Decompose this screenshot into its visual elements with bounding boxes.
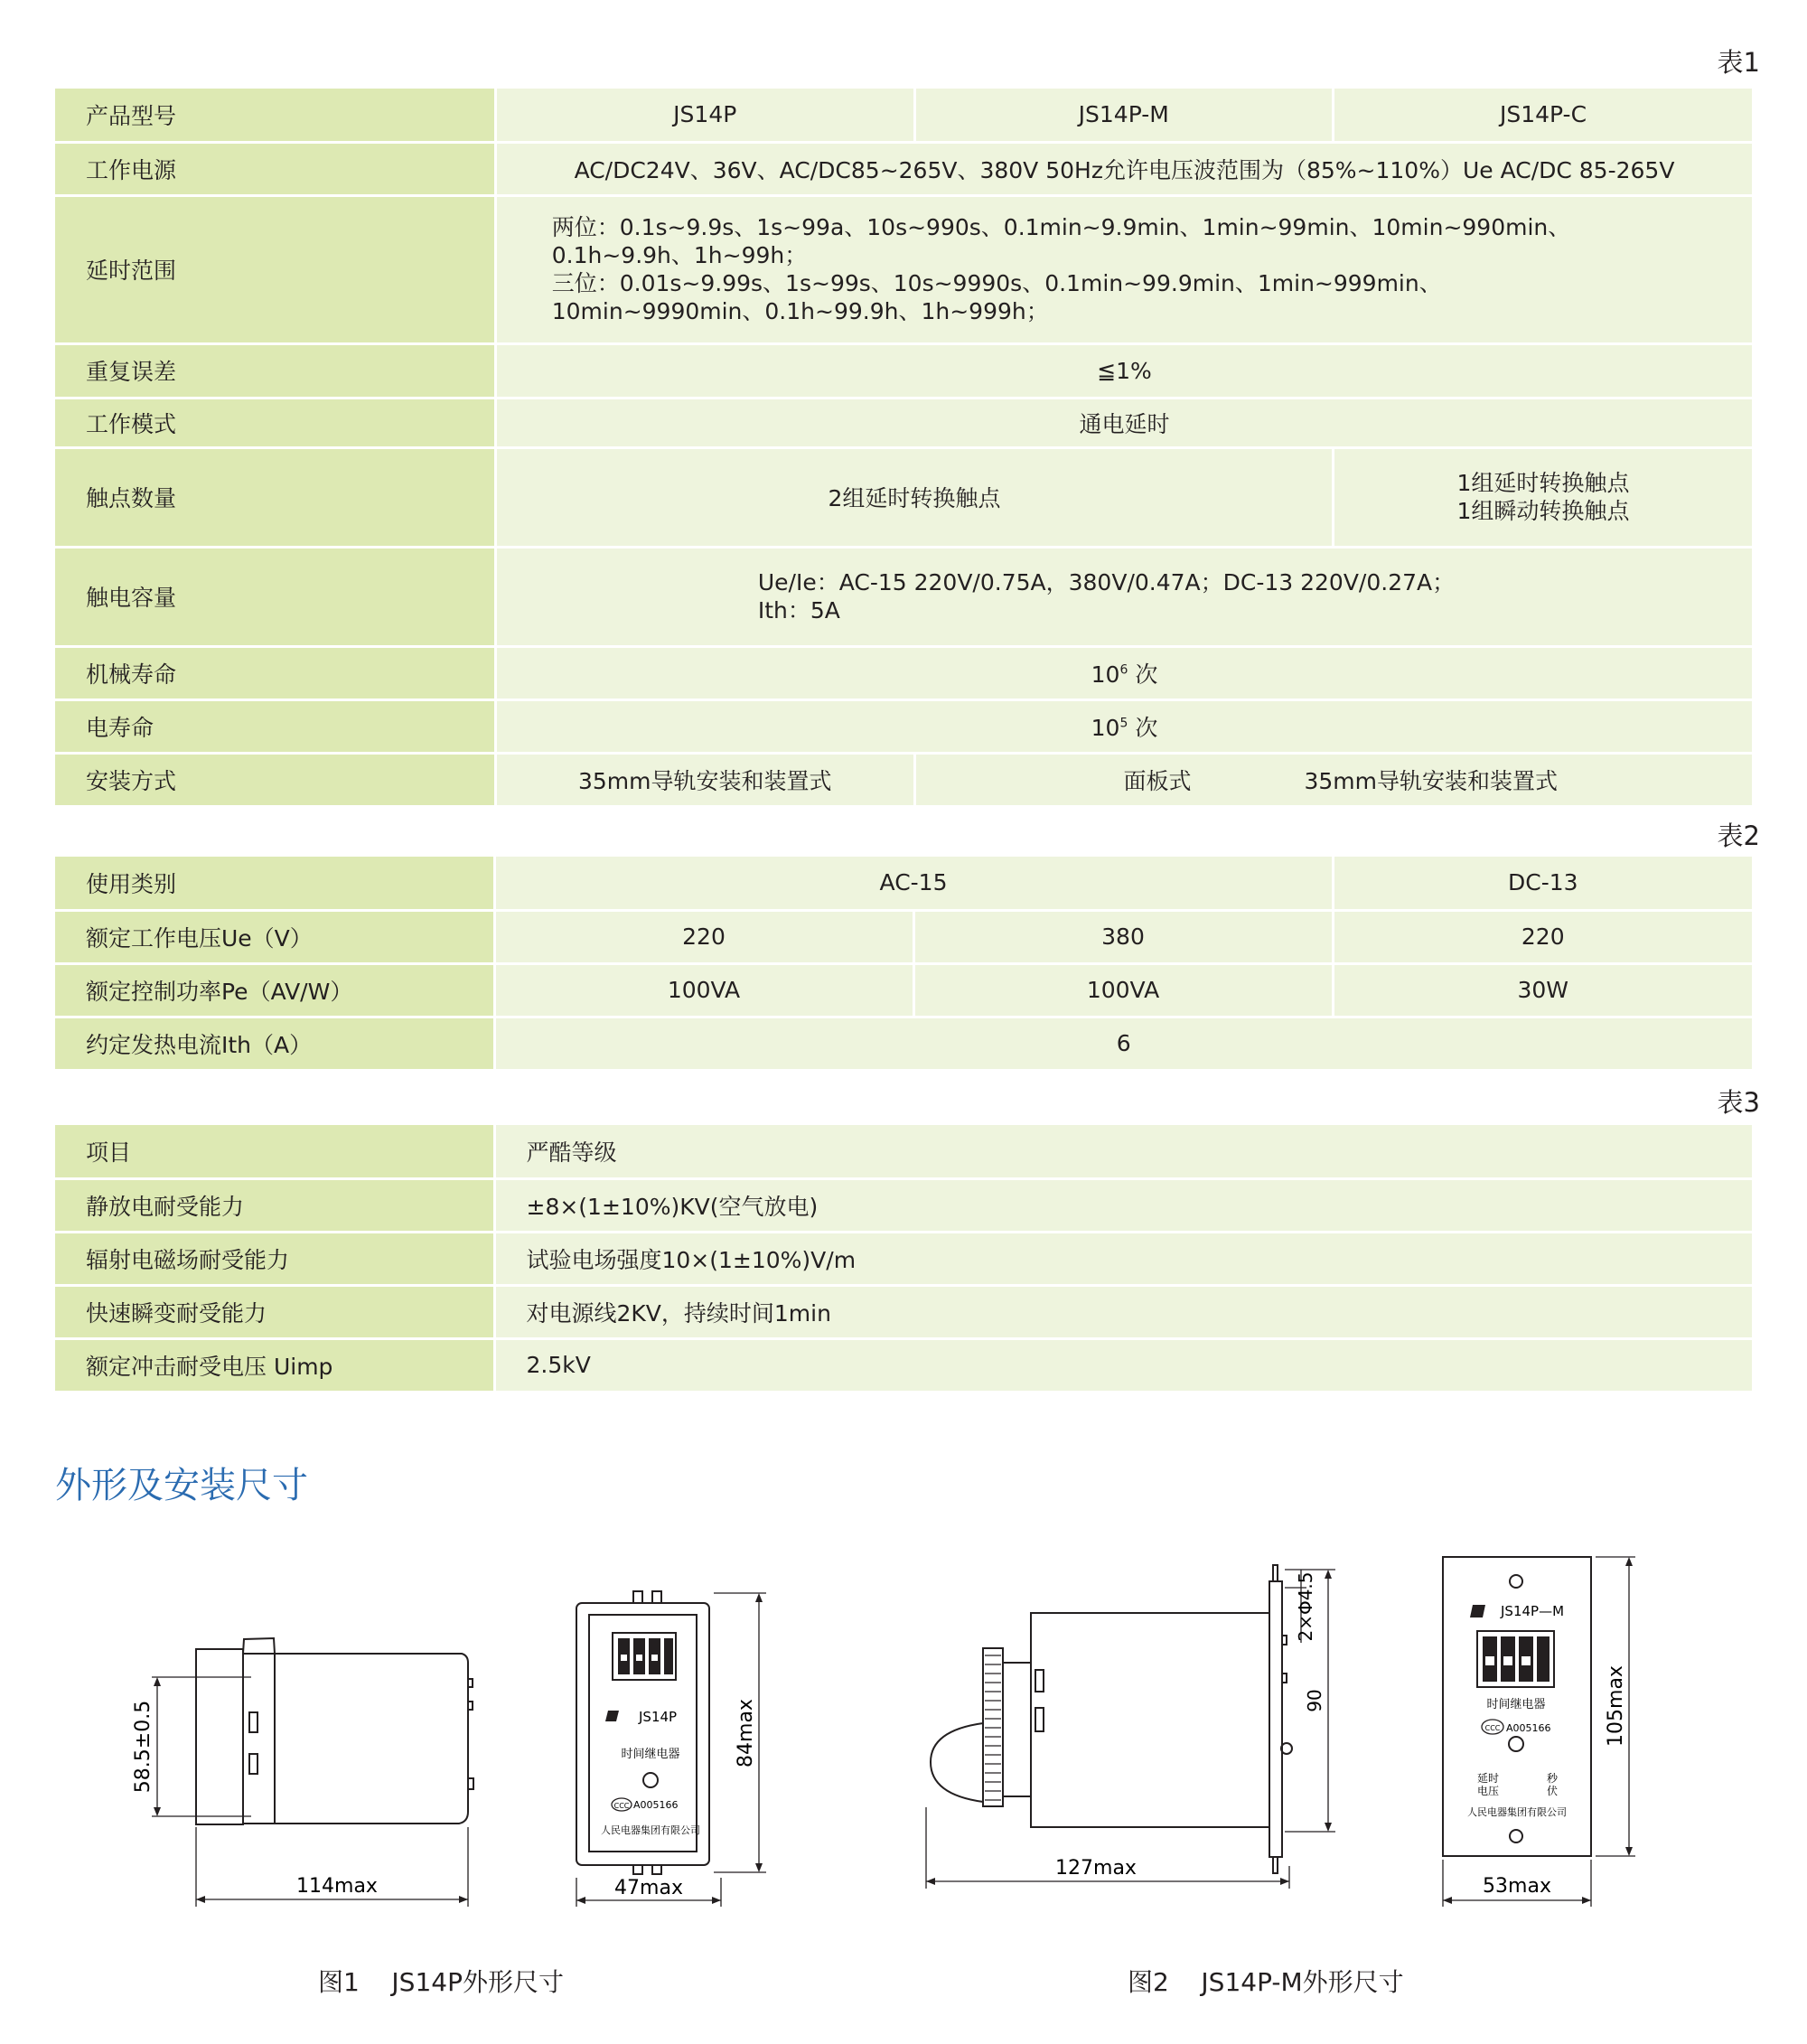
contact-capacity-cell (496, 547, 1753, 646)
company-logo-icon (1470, 1605, 1485, 1617)
fig2-width-dim: 53max (1483, 1875, 1551, 1898)
fig1-height-dim: 58.5±0.5 (132, 1700, 154, 1794)
table-row (55, 699, 1752, 753)
table-row (55, 142, 1752, 195)
fig2-length-dim: 127max (1055, 1857, 1137, 1880)
row-header: 额定冲击耐受电压 Uimp (55, 1338, 494, 1392)
delay-line: 10min~9990min、0.1h~99.9h、1h~999h； (551, 298, 1049, 324)
delay-line: 两位：0.1s~9.9s、1s~99a、10s~990s、0.1min~9.9min、1min~99min、10min~990min、 (551, 214, 1571, 240)
table-row (55, 1125, 1752, 1178)
value-cell: 100VA (494, 963, 913, 1017)
contacts-line: 1组瞬动转换触点 (1456, 498, 1630, 524)
value-cell: 100VA (913, 963, 1333, 1017)
capacity-line: Ith：5A (757, 597, 840, 624)
value-cell: 220 (1333, 910, 1752, 963)
category-cell: DC-13 (1333, 857, 1752, 910)
work-mode-cell: 通电延时 (496, 398, 1753, 447)
row-header: 使用类别 (55, 857, 494, 910)
row-header: 触电容量 (55, 547, 496, 646)
fig2-90-dim: 90 (1304, 1689, 1325, 1712)
fig2-cert: A005166 (1506, 1722, 1551, 1734)
contacts-line: 1组延时转换触点 (1456, 470, 1630, 496)
row-header: 产品型号 (55, 89, 496, 142)
mount-cell: 35mm导轨安装和装置式 (496, 753, 915, 806)
value-cell: 220 (494, 910, 913, 963)
fig1-front-height-dim: 84max (735, 1699, 757, 1767)
model-cell: JS14P-C (1334, 89, 1753, 142)
dimension-drawings (0, 1536, 1807, 2006)
fig2-label-delay: 延时 (1477, 1772, 1500, 1785)
capacity-line: Ue/Ie：AC-15 220V/0.75A，380V/0.47A；DC-13 220V/0.27A； (757, 569, 1456, 595)
table-row (55, 1338, 1752, 1392)
table-row (55, 89, 1752, 142)
mech-life-cell (496, 646, 1753, 699)
model-cell: JS14P (496, 89, 915, 142)
table1-label: 表1 (1717, 47, 1760, 78)
row-header: 触点数量 (55, 447, 496, 547)
model-cell: JS14P-M (914, 89, 1334, 142)
value-cell: 30W (1333, 963, 1752, 1017)
category-cell: AC-15 (494, 857, 1333, 910)
fig2-model: JS14P—M (1501, 1603, 1565, 1619)
row-header: 机械寿命 (55, 646, 496, 699)
fig2-label-voltage: 电压 (1477, 1785, 1500, 1797)
fig1-caption: 图1 JS14P外形尺寸 (318, 1967, 564, 1997)
power-cell: AC/DC24V、36V、AC/DC85~265V、380V 50Hz允许电压波范围为（85%~110%）Ue AC/DC 85-265V (496, 142, 1753, 195)
fig2-label-sec: 秒 (1547, 1772, 1559, 1785)
fig1-model: JS14P (639, 1709, 678, 1725)
repeat-error-cell: ≦1% (496, 343, 1753, 398)
row-header: 额定控制功率Pe（AV/W） (55, 963, 494, 1017)
value-cell: 6 (494, 1017, 1752, 1070)
row-header: 约定发热电流Ith（A） (55, 1017, 494, 1070)
table-row (55, 963, 1752, 1017)
row-header: 重复误差 (55, 343, 496, 398)
life-base: 10 (1091, 661, 1120, 688)
fig1-cert: A005166 (633, 1799, 679, 1811)
fig1-ccc-text: CCC (613, 1802, 630, 1810)
fig2-ccc-text: CCC (1484, 1724, 1501, 1732)
life-exponent: 5 (1119, 716, 1128, 731)
table-row (55, 1232, 1752, 1285)
table-row (55, 857, 1752, 910)
table-row (55, 646, 1752, 699)
value-cell: 2.5kV (494, 1338, 1752, 1392)
row-header: 电寿命 (55, 699, 496, 753)
table-row (55, 1178, 1752, 1232)
contacts-cell: 2组延时转换触点 (496, 447, 1334, 547)
row-header: 工作模式 (55, 398, 496, 447)
section-title: 外形及安装尺寸 (55, 1465, 308, 1506)
table-row (55, 447, 1752, 547)
mount-cell-mc (914, 753, 1752, 806)
table1 (55, 89, 1752, 808)
table-row (55, 547, 1752, 646)
mount-c: 35mm导轨安装和装置式 (1304, 767, 1558, 794)
life-base: 10 (1091, 714, 1120, 741)
life-unit: 次 (1128, 661, 1158, 688)
elec-life-cell (496, 699, 1753, 753)
table-row (55, 343, 1752, 398)
delay-line: 0.1h~9.9h、1h~99h； (551, 242, 808, 268)
value-cell: ±8×(1±10%)KV(空气放电) (494, 1178, 1752, 1232)
table3-label: 表3 (1717, 1087, 1760, 1118)
fig2-product-name: 时间继电器 (1486, 1698, 1546, 1711)
life-exponent: 6 (1119, 662, 1128, 678)
table-row (55, 195, 1752, 343)
row-header: 延时范围 (55, 195, 496, 343)
row-header: 工作电源 (55, 142, 496, 195)
contacts-cell-c (1334, 447, 1753, 547)
delay-range-cell (496, 195, 1753, 343)
fig1-product-name: 时间继电器 (621, 1748, 680, 1761)
mount-m: 面板式 (1123, 767, 1192, 794)
table3 (55, 1125, 1752, 1393)
table2 (55, 857, 1752, 1072)
row-header: 额定工作电压Ue（V） (55, 910, 494, 963)
fig1-width-dim: 47max (614, 1877, 683, 1899)
row-header: 安装方式 (55, 753, 496, 806)
row-header: 项目 (55, 1125, 494, 1178)
value-cell: 试验电场强度10×(1±10%)V/m (494, 1232, 1752, 1285)
row-header: 辐射电磁场耐受能力 (55, 1232, 494, 1285)
table-row (55, 910, 1752, 963)
fig2-company: 人民电器集团有限公司 (1467, 1806, 1567, 1818)
fig2-caption: 图2 JS14P-M外形尺寸 (1128, 1967, 1404, 1997)
fig1-side-view (196, 1638, 473, 1824)
fig1-company: 人民电器集团有限公司 (601, 1824, 700, 1836)
table-row (55, 1017, 1752, 1070)
table-row (55, 398, 1752, 447)
table-row (55, 1285, 1752, 1338)
value-cell: 380 (913, 910, 1333, 963)
row-header: 静放电耐受能力 (55, 1178, 494, 1232)
fig1-length-dim: 114max (296, 1875, 378, 1898)
fig2-label-volt: 伏 (1547, 1785, 1559, 1797)
value-cell: 对电源线2KV，持续时间1min (494, 1285, 1752, 1338)
fig2-holes-dim: 2×Φ4.5 (1295, 1571, 1316, 1642)
fig2-height-dim: 105max (1605, 1665, 1627, 1747)
delay-line: 三位：0.01s~9.99s、1s~99s、10s~9990s、0.1min~99.9min、1min~999min、 (551, 270, 1442, 296)
row-header: 快速瞬变耐受能力 (55, 1285, 494, 1338)
table2-label: 表2 (1717, 820, 1760, 851)
table-row (55, 753, 1752, 806)
value-cell: 严酷等级 (494, 1125, 1752, 1178)
life-unit: 次 (1128, 714, 1158, 741)
